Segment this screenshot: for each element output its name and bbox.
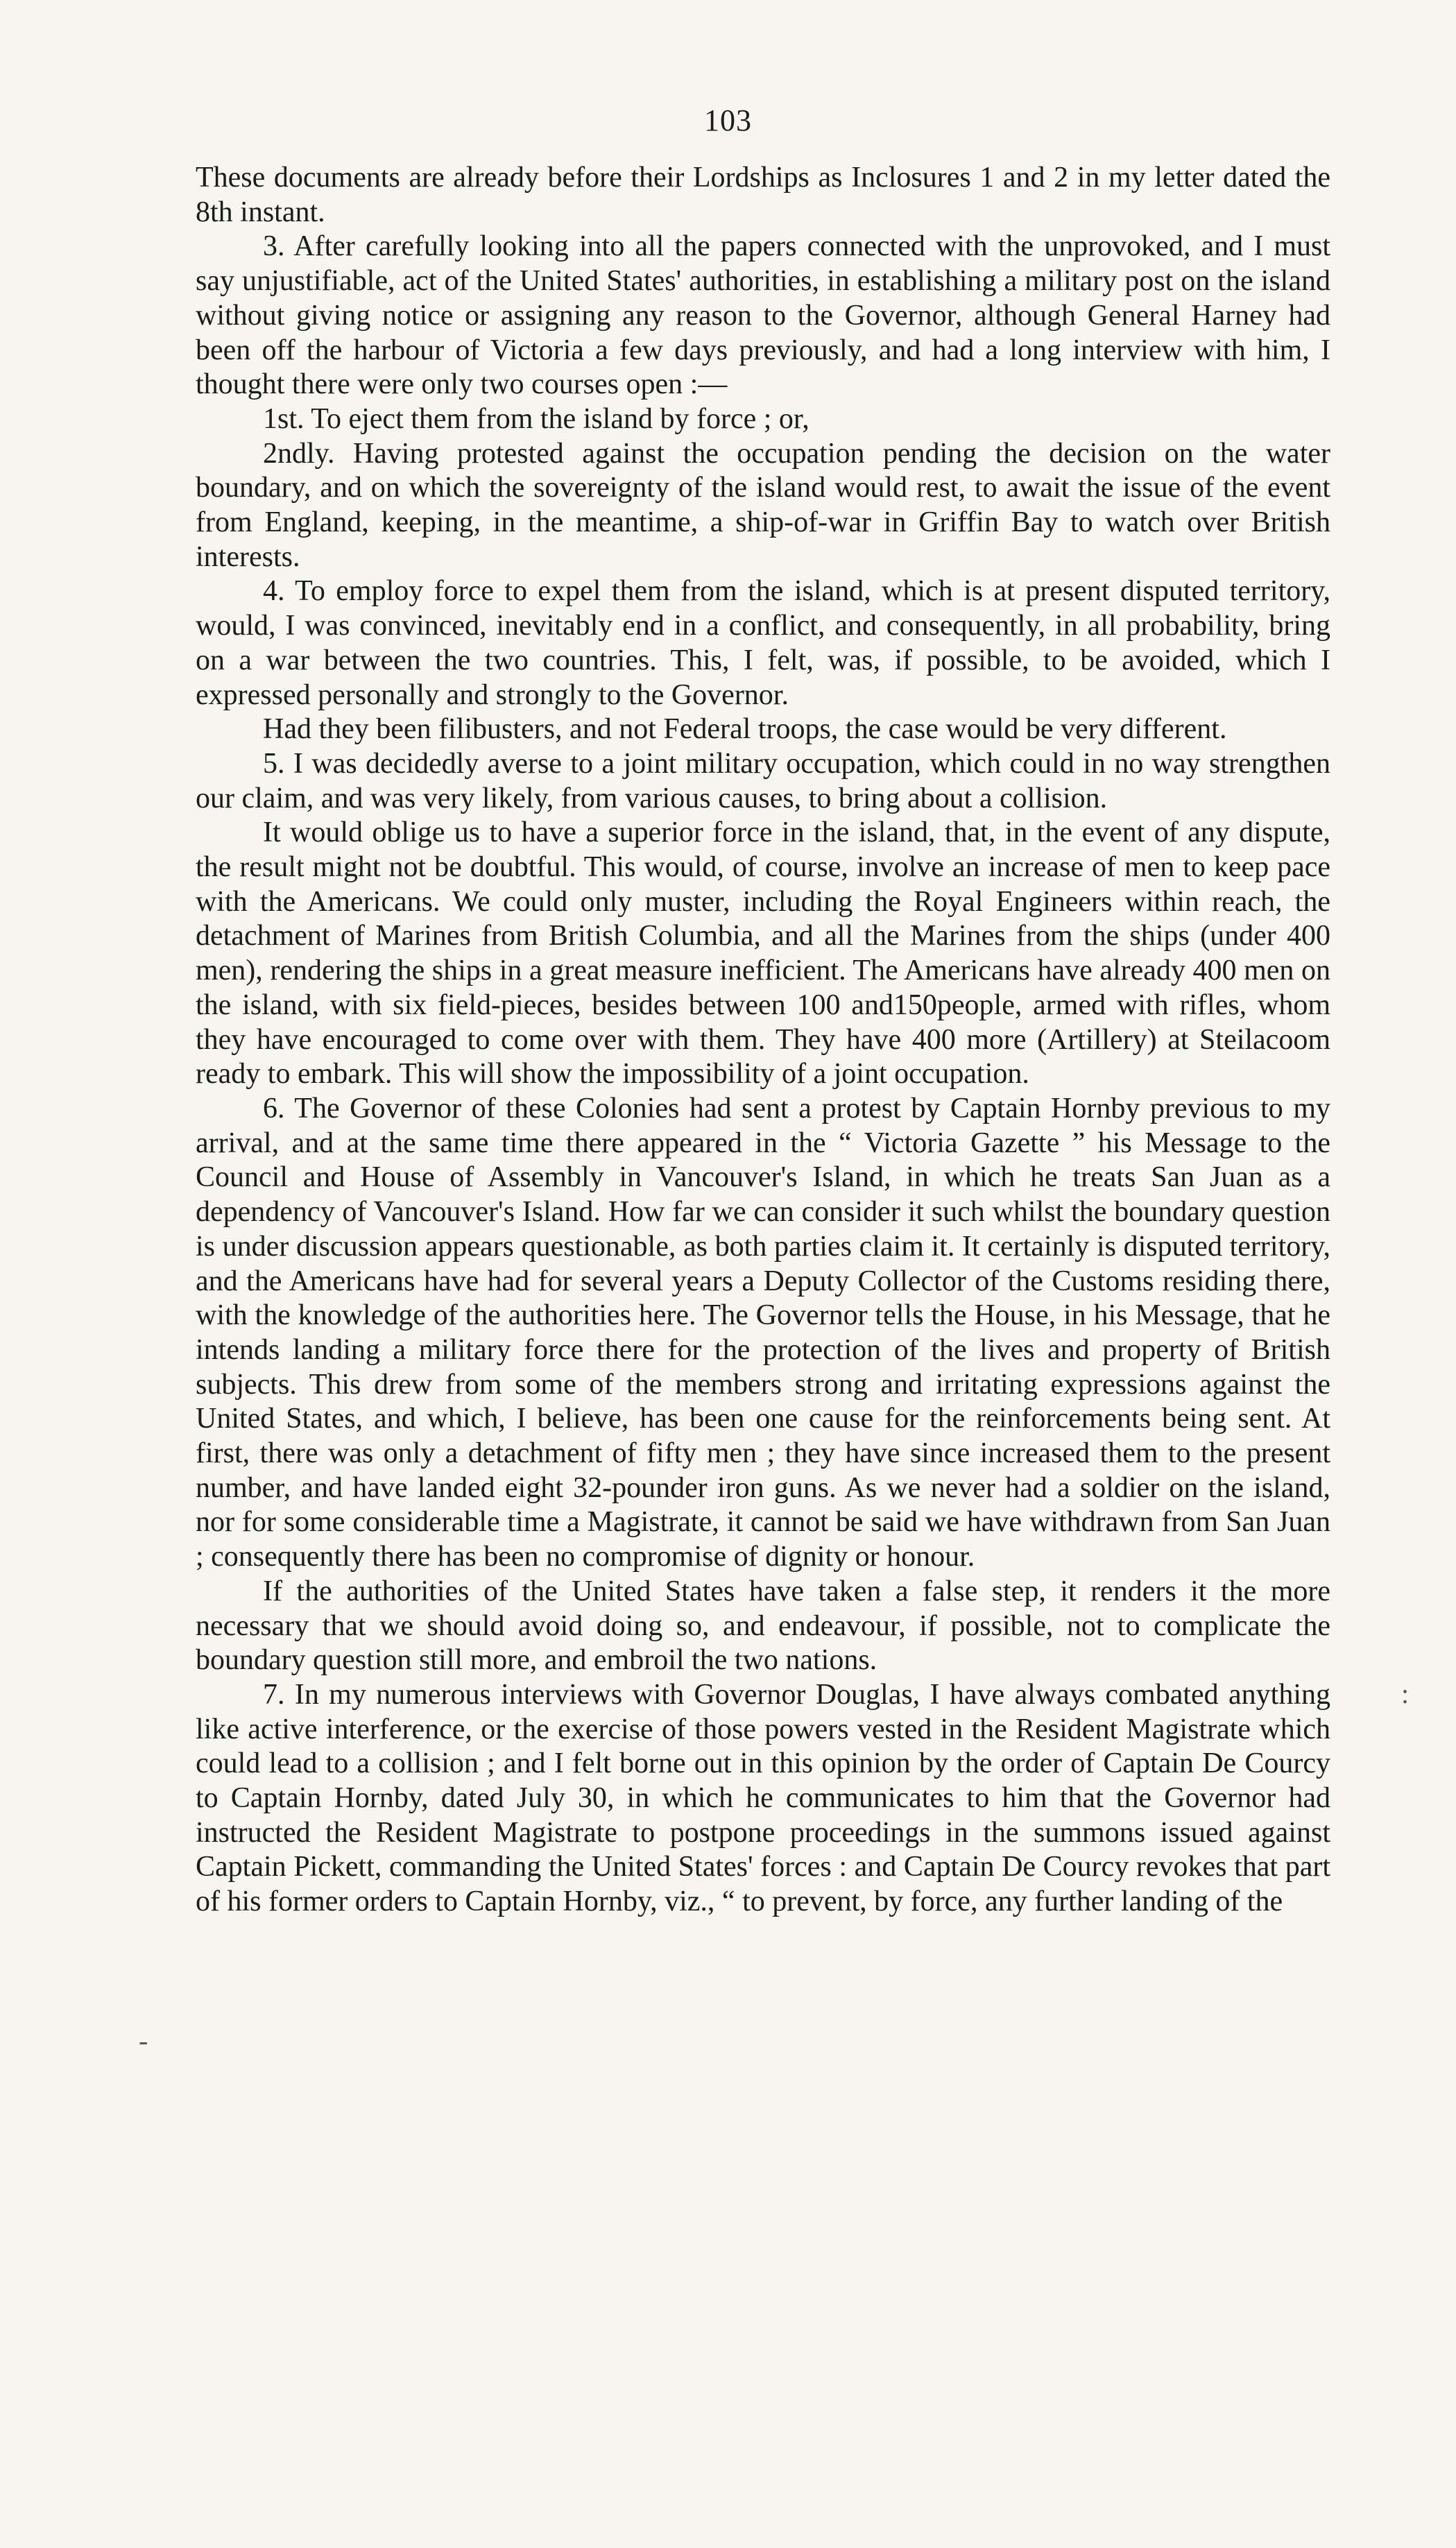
paragraph-option-2: 2ndly. Having protested against the occupation pending the decision on the water boundary, and on which the sovereignty of the island would rest, to await the issue of the event from England, keeping, in the meantime, a ship-of-war in Griffin Bay to watch over British interests.: [196, 437, 1330, 573]
paragraph-option-1: 1st. To eject them from the island by force ; or,: [263, 402, 810, 435]
paragraph-continuation: These documents are already before their Lordships as Inclosures 1 and 2 in my letter dated the 8th instant.: [196, 162, 1330, 228]
paragraph-3: 3. After carefully looking into all the papers connected with the unprovoked, and I must say unjustifiable, act of the United States' authorities, in establishing a military post on the island without giving notice or assigning any reason to the Governor, although General Harney had been off the harbour of Victoria a few days previously, and had a long interview with him, I thought there were only two courses open :—: [196, 230, 1330, 401]
paragraph-6: 6. The Governor of these Colonies had sent a protest by Captain Hornby previous to my arrival, and at the same time there appeared in the “ Victoria Gazette ” his Message to the Council and House of Assembly in Vancouver's Island, in which he treats San Juan as a dependency of Vancouver's Island. How far we can consider it such whilst the boundary question is under discussion appears questionable, as both parties claim it. It certainly is disputed territory, and the Americans have had for several years a Deputy Collector of the Customs residing there, with the knowledge of the authorities here. The Governor tells the House, in his Message, that he intends landing a military force there for the protection of the lives and property of British subjects. This drew from some of the members strong and irritating expressions against the United States, and which, I believe, has been one cause for the reinforcements being sent. At first, there was only a detachment of fifty men ; they have since increased them to the present number, and have landed eight 32-pounder iron guns. As we never had a soldier on the island, nor for some considerable time a Magistrate, it cannot be said we have withdrawn from San Juan ; consequently there has been no compromise of dignity or honour.: [196, 1092, 1330, 1573]
margin-dash: -: [139, 2025, 148, 2056]
paragraph-5: 5. I was decidedly averse to a joint military occupation, which could in no way strengthen our claim, and was very likely, from various causes, to bring about a collision.: [196, 747, 1330, 814]
paragraph-4: 4. To employ force to expel them from the island, which is at present disputed territory, would, I was convinced, inevitably end in a conflict, and consequently, in all probability, bring on a war between the two countries. This, I felt, was, if possible, to be avoided, which I expressed personally and strongly to the Governor.: [196, 575, 1330, 711]
paragraph-superior-force: It would oblige us to have a superior force in the island, that, in the event of any dispute, the result might not be doubtful. This would, of course, involve an increase of men to keep pace with the Americans. We could only muster, including the Royal Engineers within reach, the detachment of Marines from British Columbia, and all the Marines from the ships (under 400 men), rendering the ships in a great measure inefficient. The Americans have already 400 men on the island, with six field-pieces, besides between 100 and150people, armed with rifles, whom they have encouraged to come over with them. They have 400 more (Artillery) at Steilacoom ready to embark. This will show the impossibility of a joint occupation.: [196, 816, 1330, 1091]
page-number: 103: [704, 103, 752, 137]
paragraph-false-step: If the authorities of the United States have taken a false step, it renders it the more necessary that we should avoid doing so, and endeavour, if possible, not to complicate the boundary question still more, and embroil the two nations.: [196, 1575, 1330, 1677]
document-body: [196, 161, 1330, 1919]
paragraph-filibusters: Had they been filibusters, and not Federal troops, the case would be very different.: [263, 713, 1227, 746]
margin-speck: :: [1401, 1678, 1410, 1709]
paragraph-7: 7. In my numerous interviews with Governor Douglas, I have always combated anything like active interference, or the exercise of those powers vested in the Resident Magistrate which could lead to a collision ; and I felt borne out in this opinion by the order of Captain De Courcy to Captain Hornby, dated July 30, in which he communicates to him that the Governor had instructed the Resident Magistrate to postpone proceedings in the summons issued against Captain Pickett, commanding the United States' forces : and Captain De Courcy revokes that part of his former orders to Captain Hornby, viz., “ to prevent, by force, any further landing of the: [196, 1678, 1330, 1918]
